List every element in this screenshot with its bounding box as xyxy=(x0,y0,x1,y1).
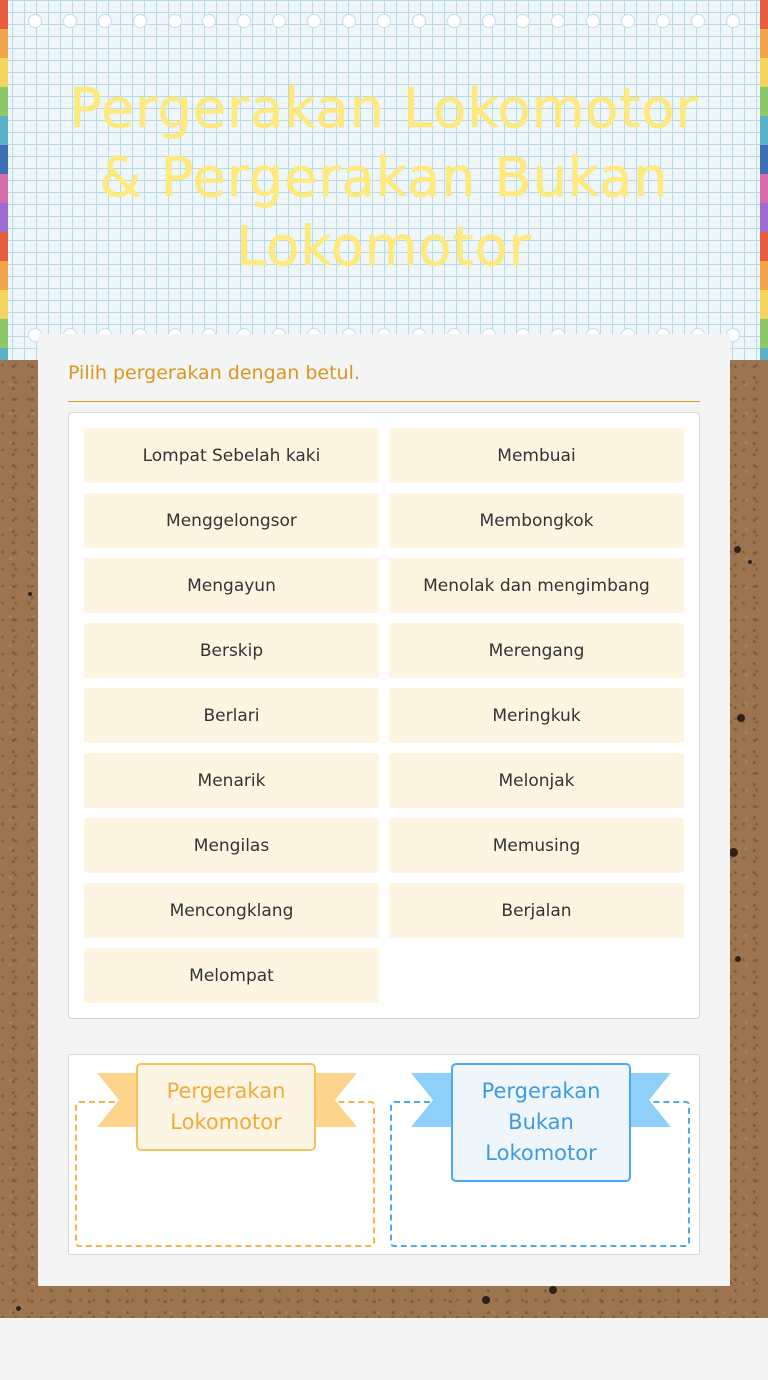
options-panel xyxy=(68,412,700,1019)
option-card[interactable]: Berjalan xyxy=(389,883,684,938)
footer-area xyxy=(0,1318,768,1380)
option-card[interactable]: Meringkuk xyxy=(389,688,684,743)
category-label-lokomotor: Pergerakan Lokomotor xyxy=(136,1063,316,1151)
option-card[interactable]: Menarik xyxy=(84,753,379,808)
option-card[interactable]: Mengayun xyxy=(84,558,379,613)
option-card[interactable]: Mencongklang xyxy=(84,883,379,938)
right-color-stripe xyxy=(760,0,768,360)
option-card[interactable]: Menolak dan mengimbang xyxy=(389,558,684,613)
category-label-bukan-lokomotor: Pergerakan Bukan Lokomotor xyxy=(451,1063,631,1182)
option-card[interactable]: Membongkok xyxy=(389,493,684,548)
page-title: Pergerakan Lokomotor & Pergerakan Bukan Lokomotor xyxy=(69,77,699,278)
option-card[interactable]: Membuai xyxy=(389,428,684,483)
instruction-underline xyxy=(68,401,700,402)
activity-card xyxy=(38,334,730,1286)
option-card[interactable]: Merengang xyxy=(389,623,684,678)
instruction-text: Pilih pergerakan dengan betul. xyxy=(68,362,360,384)
option-card[interactable]: Mengilas xyxy=(84,818,379,873)
header-banner xyxy=(0,0,768,360)
left-color-stripe xyxy=(0,0,8,360)
categories-panel xyxy=(68,1054,700,1255)
option-card[interactable]: Berskip xyxy=(84,623,379,678)
options-grid xyxy=(84,428,684,1003)
option-card[interactable]: Berlari xyxy=(84,688,379,743)
option-card[interactable]: Menggelongsor xyxy=(84,493,379,548)
option-card[interactable]: Melompat xyxy=(84,948,379,1003)
option-card[interactable]: Melonjak xyxy=(389,753,684,808)
option-card[interactable]: Memusing xyxy=(389,818,684,873)
option-card[interactable]: Lompat Sebelah kaki xyxy=(84,428,379,483)
notebook-holes-top xyxy=(28,14,740,30)
